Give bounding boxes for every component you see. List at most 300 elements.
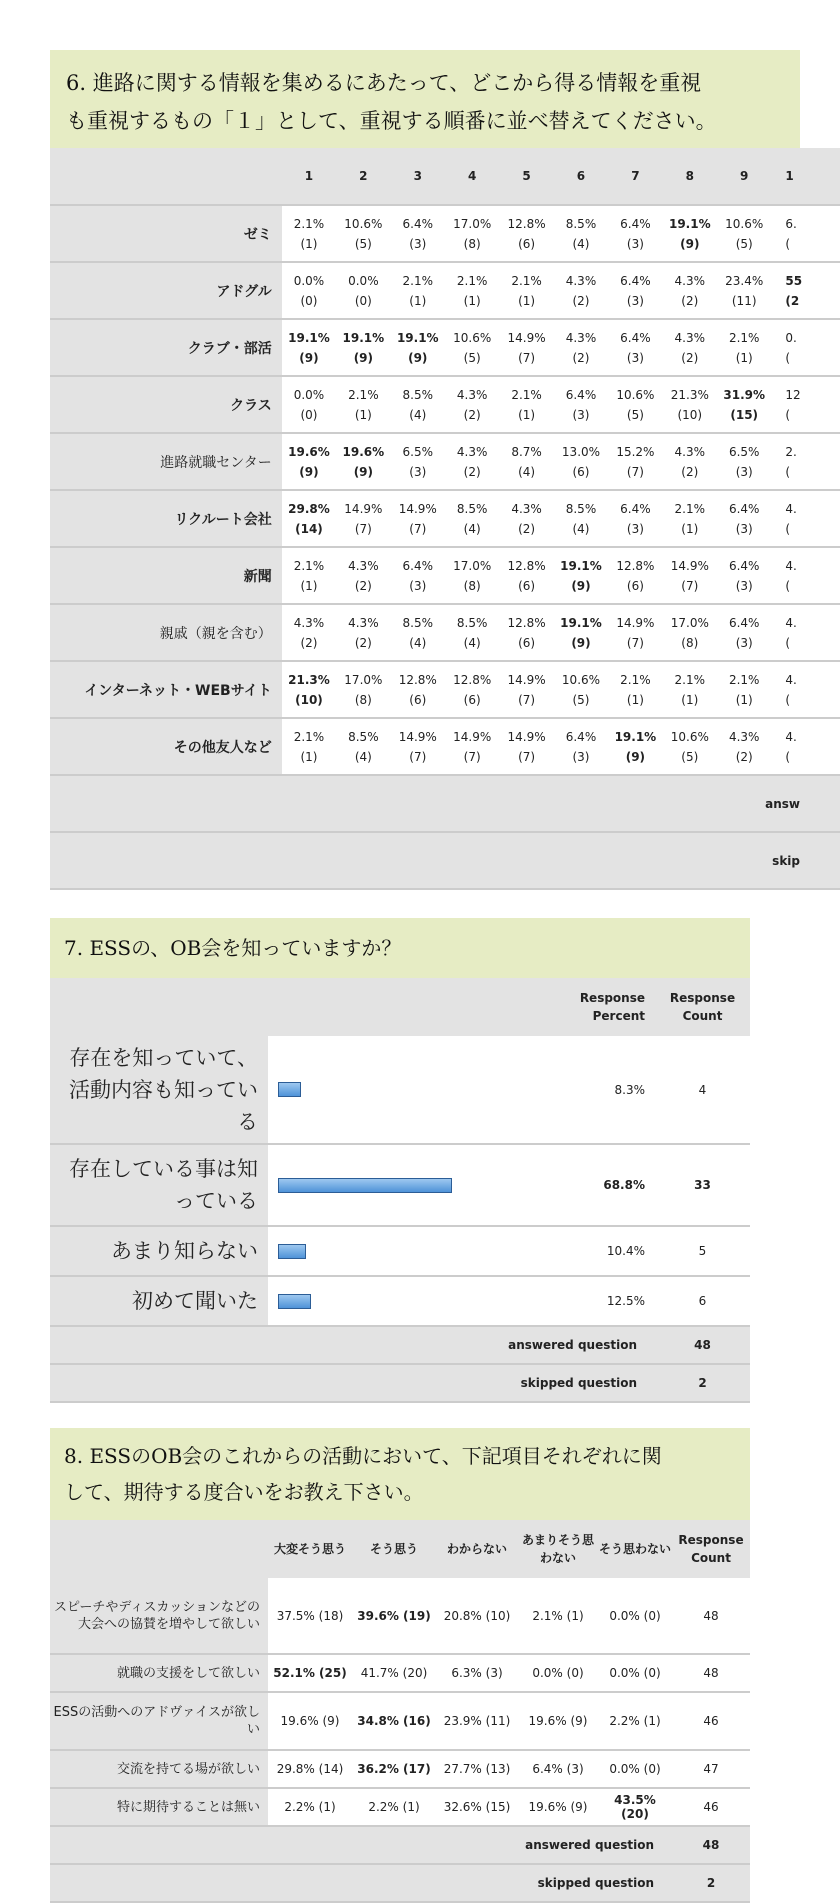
row-label: スピーチやディスカッションなどの大会への協賛を増やして欲しい [50,1578,268,1654]
response-bar [278,1294,311,1309]
cell-percent: 2.1% [728,330,760,345]
table-cell [282,718,336,775]
cell-count: (7) [409,521,427,536]
response-count: 6 [655,1276,750,1326]
row-label: 特に期待することは無い [50,1788,268,1826]
rank-header: 7 [608,148,662,205]
table-cell [445,262,499,319]
cell-count: (0) [300,407,318,422]
cell-percent: 55 [785,273,803,288]
cell-count: (7) [626,635,644,650]
scale-header: 大変そう思う [268,1520,352,1578]
answered-value: 48 [672,1826,750,1864]
bar-cell [268,1276,538,1326]
table-cell [499,433,553,490]
cell-percent: 2.1% [293,729,325,744]
cell-count: (5) [681,749,699,764]
cell-count: (7) [354,521,372,536]
cell-percent: 6.4% [728,615,760,630]
table-cell [554,661,608,718]
table-cell [499,604,553,661]
cell-count: (4) [409,635,427,650]
cell-percent: 19.1% [342,330,385,345]
cell-percent: 8.5% [348,729,379,744]
table-cell [336,718,390,775]
table-cell [391,262,445,319]
cell-count: (2) [681,293,699,308]
cell-percent: 4.3% [565,330,597,345]
cell-percent: 14.9% [453,729,492,744]
table-cell: 46 [672,1788,750,1826]
cell-count: (7) [518,692,536,707]
table-cell [282,604,336,661]
table-cell [554,376,608,433]
table-cell [391,433,445,490]
cell-count: ( [785,350,791,365]
table-cell [445,661,499,718]
cell-count: (2) [735,749,753,764]
cell-percent: 0.0% [293,273,325,288]
question-6-section [50,50,803,868]
row-label: 親戚（親を含む） [50,604,282,661]
cell-count: (3) [735,578,753,593]
cell-count: (1) [518,407,536,422]
table-cell [336,547,390,604]
answered-label: answered question [50,1826,672,1864]
cell-percent: 23.4% [725,273,764,288]
table-cell [391,205,445,262]
cell-count: (7) [518,749,536,764]
cell-count: (1) [735,692,753,707]
cell-percent: 6.4% [402,216,434,231]
cell-count: (3) [735,464,753,479]
table-row [50,604,840,661]
row-label: 存在している事は知っている [50,1144,268,1226]
table-row [50,1692,750,1750]
cell-count: (2 [785,293,800,308]
row-label: ゼミ [50,205,282,262]
cell-count: (9) [625,749,646,764]
cell-count: (1) [300,236,318,251]
table-cell [717,661,771,718]
table-cell [663,319,717,376]
table-cell [663,547,717,604]
cell-count: (5) [735,236,753,251]
table-cell [717,490,771,547]
table-cell [336,490,390,547]
cell-percent: 0. [785,330,797,345]
row-label: 初めて聞いた [50,1276,268,1326]
table-cell: 37.5% (18) [268,1578,352,1654]
cell-percent: 2.1% [674,501,706,516]
table-cell [499,547,553,604]
cell-percent: 31.9% [723,387,766,402]
question-7-table [50,978,750,1403]
table-cell: 6.3% (3) [436,1654,518,1692]
table-cell [336,376,390,433]
cell-percent: 6.4% [728,501,760,516]
cell-count: ( [785,407,791,422]
cell-count: (1) [300,749,318,764]
scale-header: そう思わない [598,1520,672,1578]
table-cell [608,718,662,775]
table-cell [771,205,840,262]
cell-percent: 8.5% [456,615,488,630]
response-count-header: Response Count [655,978,750,1036]
table-cell: 48 [672,1654,750,1692]
skipped-label: skipped question [50,1364,655,1402]
table-cell [554,262,608,319]
cell-count: (6) [518,635,536,650]
table-row [50,1750,750,1788]
cell-count: (2) [354,578,372,593]
cell-percent: 19.6% [288,444,330,459]
cell-percent: 2.1% [293,558,325,573]
table-cell [608,604,662,661]
table-cell [608,661,662,718]
response-percent: 8.3% [538,1036,655,1144]
cell-count: (6) [518,236,536,251]
cell-count: (3) [626,350,644,365]
response-percent: 68.8% [538,1144,655,1226]
table-cell [771,319,840,376]
table-cell [608,376,662,433]
table-cell [336,604,390,661]
table-cell [663,661,717,718]
cell-percent: 4. [785,729,797,744]
rank-header: 4 [445,148,499,205]
bar-cell [268,1144,538,1226]
cell-count: (9) [353,350,374,365]
table-row [50,433,840,490]
table-row [50,319,840,376]
table-cell [336,262,390,319]
cell-count: (14) [295,521,323,536]
cell-percent: 10.6% [616,387,655,402]
table-cell: 47 [672,1750,750,1788]
table-cell [445,604,499,661]
table-cell [554,433,608,490]
table-row [50,547,840,604]
question-6-answered-row [50,775,840,832]
table-cell: 52.1% (25) [268,1654,352,1692]
cell-count: (1) [463,293,481,308]
cell-count: (6) [572,464,590,479]
cell-percent: 10.6% [561,672,601,687]
table-cell: 43.5% (20) [598,1788,672,1826]
question-6-title-line1: 6. 進路に関する情報を集めるにあたって、どこから得る情報を重視 [66,71,702,95]
cell-percent: 2.1% [348,387,379,402]
rank-header: 1 [771,148,840,205]
cell-count: (10) [295,692,323,707]
table-cell: 29.8% (14) [268,1750,352,1788]
cell-percent: 15.2% [616,444,655,459]
cell-percent: 4. [785,501,797,516]
table-cell [282,661,336,718]
table-cell: 41.7% (20) [352,1654,436,1692]
table-cell [499,262,553,319]
scale-header: そう思う [352,1520,436,1578]
cell-percent: 14.9% [507,729,546,744]
row-label: 交流を持てる場が欲しい [50,1750,268,1788]
cell-percent: 6.4% [565,729,597,744]
cell-count: (7) [463,749,481,764]
cell-count: (9) [680,236,700,251]
cell-count: (3) [626,293,644,308]
cell-percent: 17.0% [453,558,492,573]
row-label: 存在を知っていて、活動内容も知っている [50,1036,268,1144]
cell-percent: 2.1% [620,672,651,687]
bar-cell [268,1226,538,1276]
cell-count: (1) [518,293,536,308]
table-cell [282,205,336,262]
table-cell [336,433,390,490]
cell-percent: 4.3% [565,273,597,288]
table-row [50,376,840,433]
cell-percent: 14.9% [507,672,546,687]
table-cell [608,319,662,376]
table-row [50,1578,750,1654]
cell-percent: 13.0% [561,444,601,459]
cell-percent: 4.3% [674,330,706,345]
row-label: ESSの活動へのアドヴァイスが欲しい [50,1692,268,1750]
rank-header: 1 [282,148,336,205]
cell-percent: 2.1% [674,672,706,687]
question-8-title-line2: して、期待する度合いをお教え下さい。 [64,1480,424,1504]
skipped-label: skipped question [50,1864,672,1902]
table-cell [608,205,662,262]
table-row [50,490,840,547]
response-count: 4 [655,1036,750,1144]
cell-percent: 8.5% [402,615,434,630]
cell-percent: 4.3% [674,273,706,288]
rank-header: 5 [499,148,553,205]
table-cell: 2.2% (1) [598,1692,672,1750]
table-cell [391,547,445,604]
table-cell [282,262,336,319]
cell-percent: 29.8% [288,501,330,516]
table-row [50,1144,750,1226]
cell-percent: 10.6% [453,330,492,345]
cell-percent: 6.4% [728,558,760,573]
table-cell [771,490,840,547]
cell-percent: 19.6% [342,444,385,459]
table-cell: 19.6% (9) [518,1692,598,1750]
header-blank [50,1520,268,1578]
cell-percent: 14.9% [398,729,437,744]
cell-count: (3) [572,749,590,764]
cell-count: (1) [409,293,427,308]
table-cell: 2.2% (1) [352,1788,436,1826]
answered-value: 48 [655,1326,750,1364]
cell-count: (5) [354,236,372,251]
cell-count: (3) [409,464,427,479]
table-cell [391,604,445,661]
cell-percent: 6.5% [728,444,760,459]
cell-percent: 21.3% [288,672,330,687]
table-cell [445,547,499,604]
cell-count: (1) [735,350,753,365]
table-cell [391,376,445,433]
table-cell: 39.6% (19) [352,1578,436,1654]
cell-count: (6) [463,692,481,707]
table-cell [771,718,840,775]
table-cell: 27.7% (13) [436,1750,518,1788]
question-6-table [50,148,840,890]
table-cell [554,205,608,262]
question-6-skipped-row [50,832,840,889]
cell-percent: 4.3% [511,501,542,516]
cell-percent: 10.6% [344,216,383,231]
table-cell: 6.4% (3) [518,1750,598,1788]
cell-percent: 4. [785,615,797,630]
cell-percent: 6.4% [620,501,651,516]
rank-header: 8 [663,148,717,205]
table-cell [499,661,553,718]
header-blank [50,978,268,1036]
cell-count: (0) [354,293,372,308]
cell-percent: 14.9% [507,330,546,345]
table-cell [282,376,336,433]
cell-count: ( [785,692,791,707]
cell-percent: 8.7% [511,444,542,459]
table-cell [445,433,499,490]
table-cell: 0.0% (0) [598,1578,672,1654]
cell-count: (0) [300,293,318,308]
cell-percent: 19.1% [614,729,657,744]
table-cell [336,661,390,718]
row-label: クラス [50,376,282,433]
table-row [50,205,840,262]
header-blank [50,148,282,205]
cell-percent: 4.3% [674,444,706,459]
cell-count: (7) [518,350,536,365]
table-row [50,1654,750,1692]
response-count: 33 [655,1144,750,1226]
cell-percent: 6.4% [620,273,651,288]
cell-count: (3) [409,236,427,251]
cell-count: (4) [463,521,481,536]
cell-percent: 17.0% [344,672,383,687]
table-cell [608,490,662,547]
table-cell [717,604,771,661]
cell-count: (2) [681,464,699,479]
header-blank [268,978,538,1036]
question-7-section [50,918,750,1410]
row-label: クラブ・部活 [50,319,282,376]
cell-count: (5) [463,350,481,365]
cell-percent: 19.1% [560,615,602,630]
bar-cell [268,1036,538,1144]
table-cell [282,490,336,547]
cell-count: (8) [354,692,372,707]
question-8-header-row [50,1520,750,1578]
rank-header: 2 [336,148,390,205]
skipped-value: 2 [672,1864,750,1902]
cell-count: (1) [681,521,699,536]
response-percent-header: Response Percent [538,978,655,1036]
cell-percent: 4.3% [728,729,760,744]
cell-count: (2) [354,635,372,650]
table-cell [771,262,840,319]
cell-count: (2) [681,350,699,365]
cell-count: (2) [518,521,536,536]
cell-count: (3) [626,236,644,251]
table-cell [771,604,840,661]
cell-percent: 2.1% [511,387,542,402]
cell-count: ( [785,635,791,650]
table-cell [554,490,608,547]
table-cell [771,376,840,433]
table-cell [608,433,662,490]
table-cell: 20.8% (10) [436,1578,518,1654]
table-cell: 2.1% (1) [518,1578,598,1654]
response-bar [278,1082,301,1097]
question-7-header-row [50,978,750,1036]
cell-count: (9) [571,578,591,593]
question-8-section [50,1428,750,1892]
table-cell: 19.6% (9) [268,1692,352,1750]
question-6-title-line2: も重視するもの「１」として、重視する順番に並べ替えてください。 [66,109,717,133]
table-cell [663,205,717,262]
cell-count: (5) [626,407,644,422]
table-cell [391,661,445,718]
table-cell [336,319,390,376]
cell-percent: 4. [785,672,797,687]
question-8-skipped-row [50,1864,750,1902]
cell-percent: 14.9% [616,615,655,630]
cell-percent: 6.4% [620,330,651,345]
cell-count: (4) [518,464,536,479]
cell-percent: 6.4% [565,387,597,402]
table-row [50,1276,750,1326]
table-cell: 36.2% (17) [352,1750,436,1788]
cell-percent: 14.9% [398,501,437,516]
table-cell [499,319,553,376]
cell-count: (3) [735,521,753,536]
row-label: インターネット・WEBサイト [50,661,282,718]
table-row [50,1226,750,1276]
cell-count: (9) [571,635,591,650]
table-cell [336,205,390,262]
table-row [50,1788,750,1826]
table-cell [391,718,445,775]
table-cell [717,547,771,604]
question-8-title [50,1428,750,1520]
cell-percent: 21.3% [670,387,709,402]
cell-percent: 19.1% [288,330,330,345]
cell-percent: 12.8% [616,558,655,573]
rank-header: 9 [717,148,771,205]
table-cell [717,262,771,319]
cell-count: (4) [354,749,372,764]
cell-count: (8) [681,635,699,650]
table-cell [282,319,336,376]
cell-percent: 4.3% [456,387,488,402]
cell-percent: 2.1% [293,216,325,231]
table-cell [663,490,717,547]
cell-count: ( [785,464,791,479]
response-count: 5 [655,1226,750,1276]
cell-count: (3) [572,407,590,422]
cell-percent: 2.1% [456,273,488,288]
cell-count: (9) [408,350,428,365]
row-label: 新聞 [50,547,282,604]
cell-count: ( [785,521,791,536]
cell-count: ( [785,749,791,764]
table-cell: 19.6% (9) [518,1788,598,1826]
cell-percent: 12.8% [507,615,546,630]
